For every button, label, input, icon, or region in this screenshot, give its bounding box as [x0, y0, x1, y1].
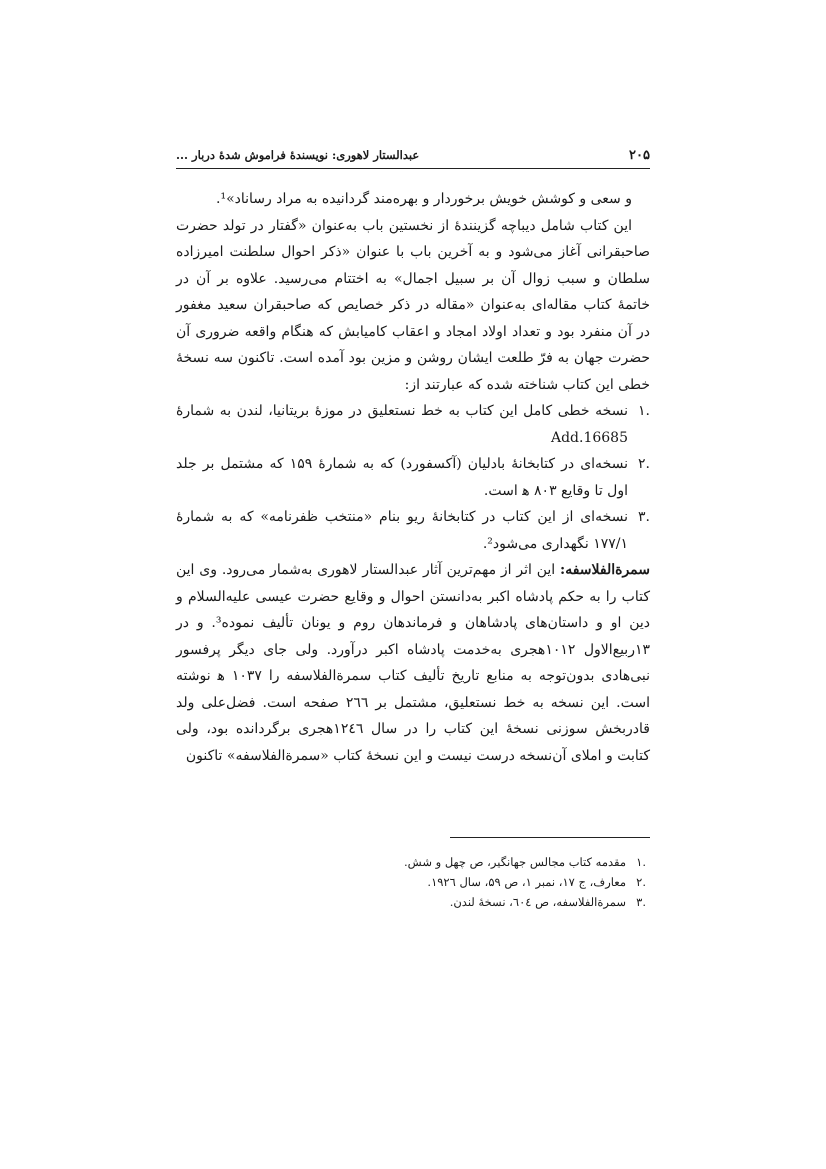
- paragraph-1: و سعی و کوشش خویش برخوردار و بهره‌مند گردانیده به مراد رساناد»¹.: [216, 191, 632, 207]
- manuscript-list: [176, 398, 650, 557]
- footnote: [176, 892, 650, 912]
- list-item-number: .۱: [638, 403, 650, 419]
- list-item-text: نسخه خطی کامل این کتاب به خط نستعلیق در موزهٔ بریتانیا، لندن به شمارهٔ: [176, 403, 628, 419]
- paragraph-2: این کتاب شامل دیباچه گزینندهٔ از نخستین باب به‌عنوان «گفتار در تولد حضرت صاحبقرانی آغاز می‌شود و به آخرین باب با عنوان «ذکر احوال سلطنت امیرزاده سلطان و سبب زوال آن بر سبیل اجمال» به اختتام می‌رسید. علاوه بر آن در خاتمهٔ کتاب مقاله‌ای به‌عنوان «مقاله در ذکر خصایص که صاحبقران سعید مغفور در آن منفرد بود و تعداد اولاد امجاد و اعقاب کامیابش که هنگام واقعه ضروری آن حضرت جهان به فرّ طلعت ایشان روشن و مزین بود آمده است. تاکنون سه نسخهٔ خطی این کتاب شناخته شده که عبارتند از:: [176, 217, 650, 393]
- body-text: [176, 186, 650, 769]
- footnote-text: سمرةالفلاسفه، ص ٦۰٤، نسخهٔ لندن.: [449, 895, 626, 909]
- page-number: ۲۰۵: [629, 148, 650, 163]
- list-item-text: نسخه‌ای در کتابخانهٔ بادلیان (آکسفورد) که به شمارهٔ ۱۵۹ که مشتمل بر جلد اول تا وقایع ۸۰۳ ﻫ است.: [176, 456, 628, 499]
- list-item-number: .۳: [638, 509, 650, 525]
- page-header: [176, 146, 650, 169]
- paragraph-3-text: این اثر از مهم‌ترین آثار عبدالستار لاهوری به‌شمار می‌رود. وی این کتاب را به حکم پادشاه اکبر به‌دانستن احوال و وقایع حضرت عیسی علیه‌السلام و دین او و داستان‌های پادشاهان و فرماندهان روم و یونان تألیف نموده³. و در ۱۳ربیع‌الاول ۱۰۱۲هجری به‌خدمت پادشاه اکبر درآورد. ولی جای دیگر پرفسور نبی‌هادی بدون‌توجه به منابع تاریخ تألیف کتاب سمرةالفلاسفه را ۱۰۳۷ ﻫ نوشته است. این نسخه به خط نستعلیق، مشتمل بر ۲٦٦ صفحه است. فضل‌علی ولد قادربخش سوزنی نسخهٔ این کتاب را در سال ۱۲٤٦هجری برگردانده بود، ولی کتابت و املای آن‌نسخه درست نیست و این نسخهٔ کتاب «سمرةالفلاسفه» تاکنون: [176, 562, 651, 764]
- footnote-number: .۲: [636, 875, 646, 889]
- footnote-divider: [450, 837, 650, 838]
- list-item: [176, 451, 650, 504]
- list-item: [176, 398, 650, 451]
- footnote: [176, 852, 650, 872]
- paragraph-3: [176, 557, 650, 769]
- section-label: سمرةالفلاسفه:: [560, 562, 650, 578]
- manuscript-code: Add.16685: [550, 429, 628, 446]
- list-item: [176, 504, 650, 557]
- list-item-text: نسخه‌ای از این کتاب در کتابخانهٔ ریو بنام «منتخب ظفرنامه» که به شمارهٔ ۱۷۷/۱ نگهداری می‌شود².: [176, 509, 628, 552]
- footnote-number: .۳: [636, 895, 646, 909]
- footnote: [176, 872, 650, 892]
- list-item-number: .۲: [638, 456, 650, 472]
- running-title: عبدالستار لاهوری: نویسندهٔ فراموش شدهٔ دربار ...: [176, 148, 420, 162]
- footnote-text: مقدمه کتاب مجالس جهانگیر، ص چهل و شش.: [404, 855, 626, 869]
- footnote-text: معارف، ج ۱۷، نمبر ۱، ص ۵۹، سال ۱۹۲٦.: [427, 875, 626, 889]
- footnote-number: .۱: [636, 855, 646, 869]
- footnotes: [176, 852, 650, 912]
